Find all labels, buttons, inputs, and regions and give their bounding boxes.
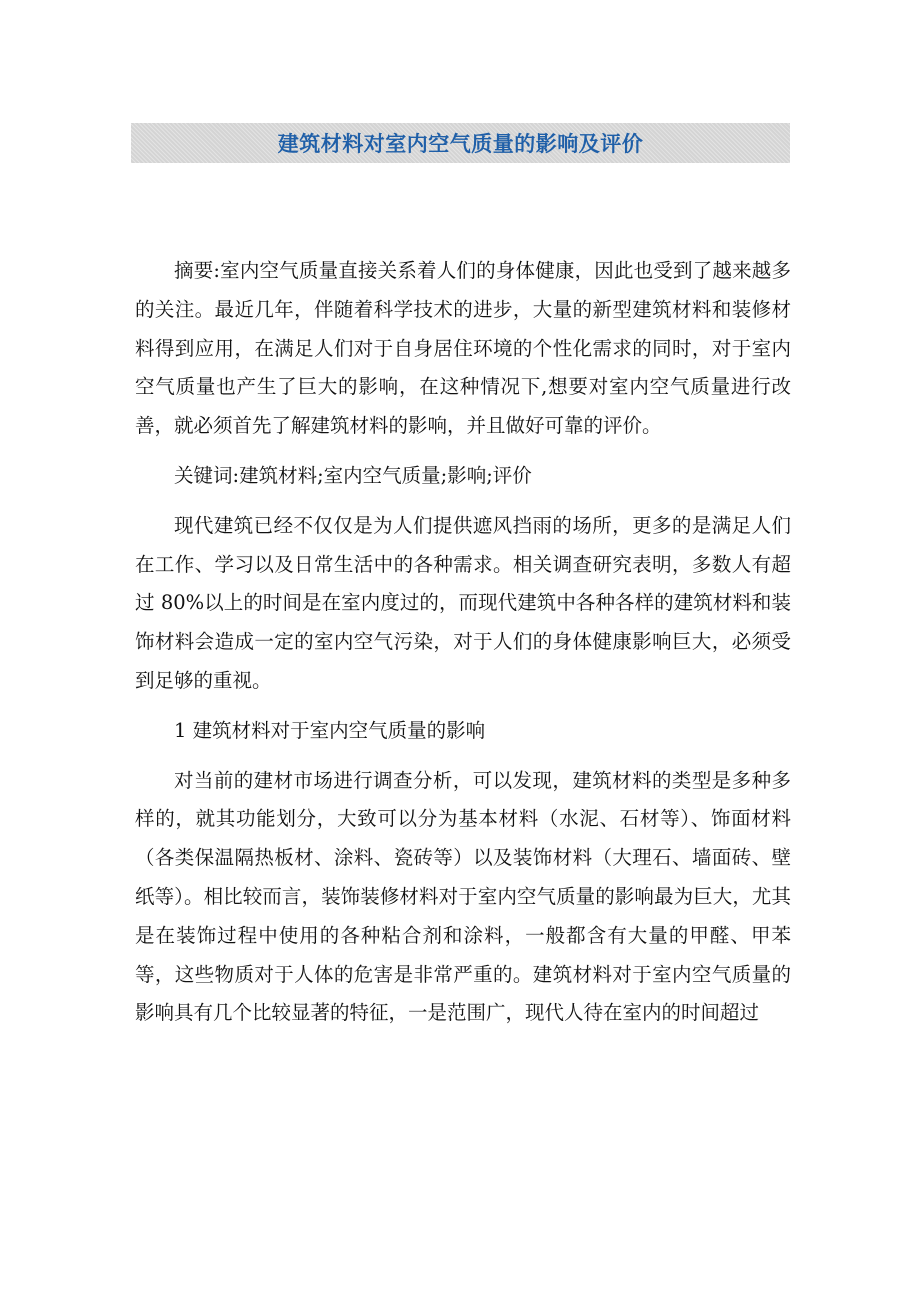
- title-banner: [131, 123, 790, 163]
- keywords-paragraph: 关键词:建筑材料;室内空气质量;影响;评价: [174, 463, 532, 487]
- section-heading: 1 建筑材料对于室内空气质量的影响: [174, 718, 486, 742]
- section-paragraph: 对当前的建材市场进行调查分析，可以发现，建筑材料的类型是多种多样的，就其功能划分，大致可以分为基本材料（水泥、石材等）、饰面材料（各类保温隔热板材、涂料、瓷砖等）以及装饰材料（大理石、墙面砖、壁纸等）。相比较而言，装饰装修材料对于室内空气质量的影响最为巨大，尤其是在装饰过程中使用的各种粘合剂和涂料，一般都含有大量的甲醛、甲苯等，这些物质对于人体的危害是非常严重的。建筑材料对于室内空气质量的影响具有几个比较显著的特征，一是范围广，现代人待在室内的时间超过: [135, 768, 791, 1025]
- abstract-paragraph: 摘要:室内空气质量直接关系着人们的身体健康，因此也受到了越来越多的关注。最近几年，伴随着科学技术的进步，大量的新型建筑材料和装修材料得到应用，在满足人们对于自身居住环境的个性化需求的同时，对于室内空气质量也产生了巨大的影响，在这种情况下,想要对室内空气质量进行改善，就必须首先了解建筑材料的影响，并且做好可靠的评价。: [135, 259, 791, 438]
- intro-paragraph: 现代建筑已经不仅仅是为人们提供遮风挡雨的场所，更多的是满足人们在工作、学习以及日常生活中的各种需求。相关调查研究表明，多数人有超过 80%以上的时间是在室内度过的，而现代建筑中各种各样的建筑材料和装饰材料会造成一定的室内空气污染，对于人们的身体健康影响巨大，必须受到足够的重视。: [135, 513, 791, 692]
- document-body: [135, 252, 791, 1044]
- document-title: 建筑材料对室内空气质量的影响及评价: [277, 132, 644, 156]
